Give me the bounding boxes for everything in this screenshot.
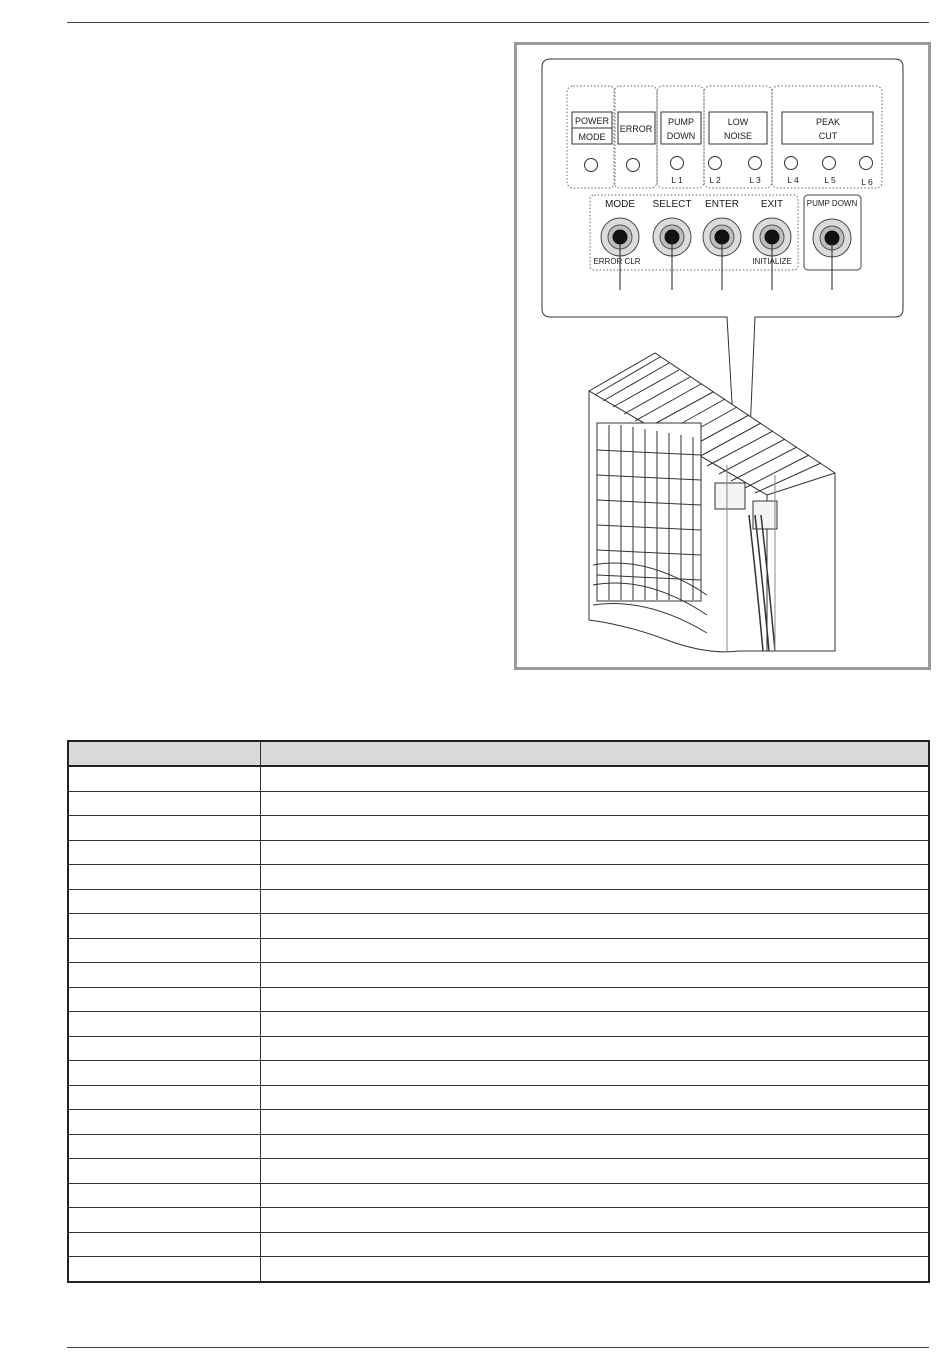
led-code-l4: L 4	[787, 175, 799, 185]
table-cell	[68, 1159, 260, 1184]
table-row	[68, 1061, 929, 1086]
table-cell	[260, 766, 929, 791]
table-cell	[68, 791, 260, 816]
button-label-mode: MODE	[605, 199, 635, 210]
table-cell	[260, 1085, 929, 1110]
table-row	[68, 1183, 929, 1208]
table-cell	[260, 1232, 929, 1257]
table-cell	[260, 1208, 929, 1233]
table-cell	[68, 1183, 260, 1208]
table-cell	[68, 1085, 260, 1110]
table-cell	[260, 865, 929, 890]
table-cell	[260, 889, 929, 914]
label-power: POWER	[574, 116, 610, 126]
label-peak: PEAK	[815, 117, 841, 127]
table-cell	[68, 1061, 260, 1086]
button-sublabel-initialize: INITIALIZE	[752, 257, 792, 266]
table-row	[68, 889, 929, 914]
button-sublabel-error-clr: ERROR CLR	[593, 257, 641, 266]
table-cell	[68, 840, 260, 865]
led-l2	[709, 157, 722, 170]
table-cell	[68, 1208, 260, 1233]
table-cell	[260, 1134, 929, 1159]
outdoor-unit-drawing	[589, 353, 835, 652]
led-code-l3: L 3	[749, 175, 761, 185]
led-l3	[749, 157, 762, 170]
table-cell	[260, 938, 929, 963]
table-cell	[260, 791, 929, 816]
table-cell	[68, 1257, 260, 1282]
led-code-l5: L 5	[824, 175, 836, 185]
table-cell	[68, 865, 260, 890]
label-cut: CUT	[818, 131, 838, 141]
table-row	[68, 1036, 929, 1061]
table-row	[68, 865, 929, 890]
led-code-l1: L 1	[671, 175, 683, 185]
table-row	[68, 1110, 929, 1135]
table-cell	[68, 1232, 260, 1257]
table-cell	[260, 914, 929, 939]
table-cell	[260, 1159, 929, 1184]
table-cell	[68, 766, 260, 791]
table-cell	[260, 1110, 929, 1135]
table-header-row	[68, 741, 929, 766]
led-l6	[860, 157, 873, 170]
table-row	[68, 963, 929, 988]
table-cell	[68, 816, 260, 841]
button-label-enter: ENTER	[705, 199, 739, 210]
panel-illustration	[517, 45, 928, 667]
table-cell	[68, 914, 260, 939]
label-down: DOWN	[666, 131, 696, 141]
table-cell	[260, 840, 929, 865]
control-panel-figure	[514, 42, 931, 670]
table-row	[68, 1257, 929, 1282]
table-cell	[260, 1036, 929, 1061]
led-error	[627, 159, 640, 172]
table-row	[68, 1232, 929, 1257]
table-row	[68, 1208, 929, 1233]
table-row	[68, 1159, 929, 1184]
table-header-cell	[68, 741, 260, 766]
label-noise: NOISE	[723, 131, 753, 141]
label-low: LOW	[727, 117, 749, 127]
button-label-pump-down: PUMP DOWN	[806, 199, 858, 208]
table-cell	[260, 1183, 929, 1208]
table-cell	[68, 1134, 260, 1159]
button-label-select: SELECT	[652, 199, 692, 210]
table-cell	[260, 987, 929, 1012]
table-cell	[260, 1257, 929, 1282]
table-row	[68, 1134, 929, 1159]
button-label-exit: EXIT	[760, 199, 784, 210]
table-cell	[68, 938, 260, 963]
header-rule	[67, 22, 929, 23]
table-cell	[260, 1012, 929, 1037]
table-cell	[260, 1061, 929, 1086]
led-code-l6: L 6	[861, 177, 873, 187]
table-cell	[68, 1110, 260, 1135]
table-row	[68, 816, 929, 841]
table-header-cell	[260, 741, 929, 766]
led-l1	[671, 157, 684, 170]
led-l4	[785, 157, 798, 170]
table-cell	[68, 963, 260, 988]
label-mode-indicator: MODE	[578, 132, 606, 142]
footer-rule	[67, 1347, 929, 1348]
label-pump: PUMP	[667, 117, 695, 127]
table-row	[68, 840, 929, 865]
table-body	[68, 766, 929, 1282]
table-row	[68, 791, 929, 816]
table-cell	[260, 963, 929, 988]
table-cell	[68, 889, 260, 914]
table-row	[68, 914, 929, 939]
code-table	[67, 740, 930, 1283]
table-cell	[68, 1012, 260, 1037]
led-power-mode	[585, 159, 598, 172]
table-row	[68, 1012, 929, 1037]
table-row	[68, 938, 929, 963]
table-cell	[68, 987, 260, 1012]
label-error: ERROR	[619, 124, 653, 134]
table-row	[68, 1085, 929, 1110]
table-cell	[260, 816, 929, 841]
table-cell	[68, 1036, 260, 1061]
led-code-l2: L 2	[709, 175, 721, 185]
led-l5	[823, 157, 836, 170]
table-row	[68, 987, 929, 1012]
table-row	[68, 766, 929, 791]
